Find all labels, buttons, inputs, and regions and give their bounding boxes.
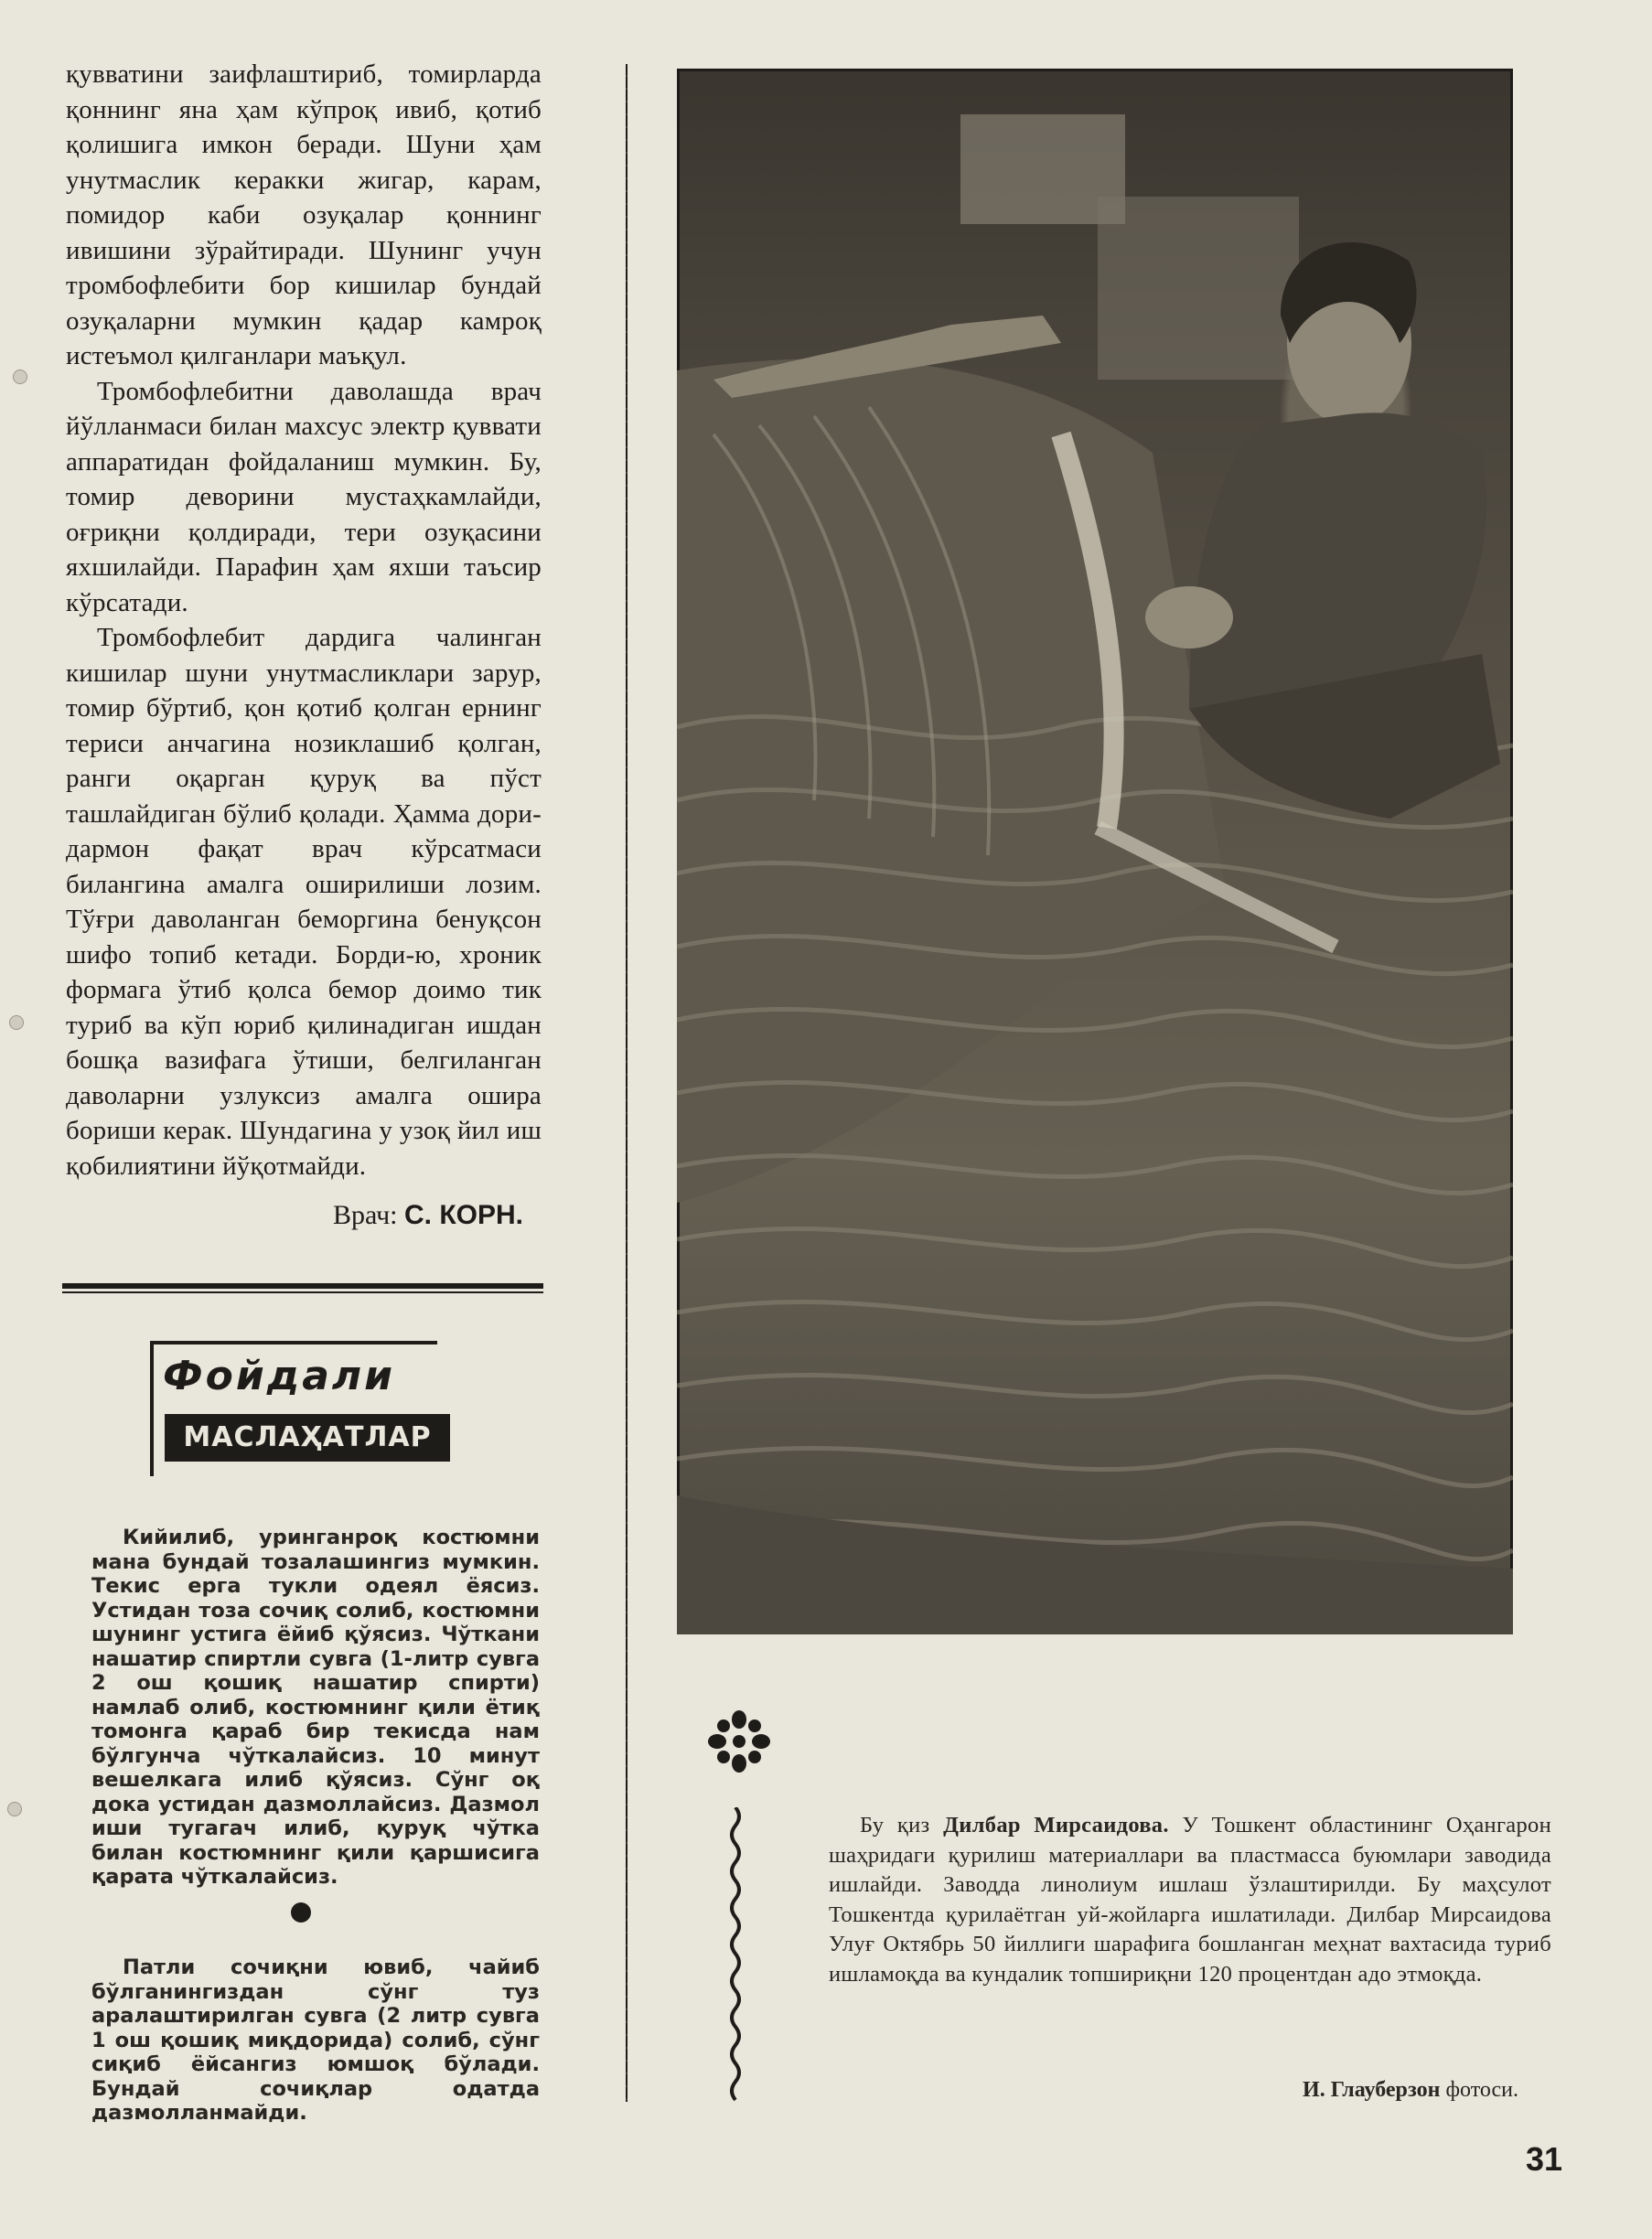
- tip-block: [91, 1955, 540, 2126]
- article-paragraph: Тромбофлебит дардига чалинган кишилар шуни унутмасликлари зарур, томир бўртиб, қон қотиб қолган ернинг териси анчагина нозиклашиб қолган, ранги оқарган қуруқ ва пўст ташлайдиган бўлиб қолади. Ҳамма дори-дармон фақат врач кўрсатмаси билангина амалга оширилиши лозим. Тўғри даволанган беморгина бенуқсон шифо топиб кетади. Борди-ю, хроник формага ўтиб қолса бемор доимо тик туриб ва кўп юриб қилинадиган ишдан бошқа вазифага ўтиши, белгиланган даволарни узлуксиз амалга ошира бориши керак. Шундагина у узоқ йил иш қобилиятини йўқотмайди.: [66, 623, 542, 1181]
- credit-name: И. Глауберзон: [1303, 2078, 1441, 2102]
- tip-text: Кийилиб, уринганроқ костюмни мана бундай тозалашингиз мумкин. Текис ерга тукли одеял ёясиз. Устидан тоза сочиқ солиб, костюмни шунинг устига ёйиб қўясиз. Чўткани нашатир спиртли сувга (1-литр сувга 2 ош қошиқ нашатир спирти) намлаб олиб, костюмнинг қили ётиқ томонга қараб бир текисда нам бўлгунча чўткалайсиз. 10 минут вешелкага илиб қўясиз. Сўнг оқ дока устидан дазмоллайсиз. Дазмол иши тугагач илиб, қуруқ чўтка билан костюмнинг қили қаршисига қарата чўткалайсиз.: [91, 1526, 540, 1889]
- author-signature: [66, 1200, 542, 1231]
- section-divider-thin: [62, 1291, 543, 1293]
- tip-block: [91, 1526, 540, 1890]
- punch-hole-mark: [9, 1015, 24, 1030]
- article-paragraph: Тромбофлебитни даволашда врач йўлланмаси билан махсус электр қуввати аппаратидан фойдаланиш мумкин. Бу, томир деворини мустаҳкамлайди, оғриқни қолдиради, тери озуқасини яхшилайди. Парафин ҳам яхши таъсир кўрсатади.: [66, 376, 542, 617]
- punch-hole-mark: [7, 1802, 22, 1816]
- tips-heading: [150, 1341, 452, 1476]
- bullet-separator-icon: [291, 1902, 311, 1923]
- page-number: 31: [1525, 2140, 1562, 2178]
- tips-heading-line2: МАСЛАҲАТЛАР: [165, 1414, 450, 1462]
- credit-suffix: фотоси.: [1445, 2078, 1518, 2102]
- signature-prefix: Врач:: [332, 1200, 398, 1230]
- caption-text: У Тошкент областининг Оҳангарон шаҳридаги қурилиш материаллари ва пластмасса буюмлари заводида ишлайди. Заводда линолиум ишлаш ўзлаштирилди. Бу маҳсулот Тошкентда қурилаётган уй-жойларга ишлатилади. Дилбар Мирсаидова Улуғ Октябрь 50 йиллиги шарафига бошланган меҳнат вахтасида туриб ишламоқда ва кундалик топшириқни 120 процентдан адо этмоқда.: [829, 1813, 1551, 1987]
- wavy-divider: [728, 1807, 743, 2109]
- punch-hole-mark: [13, 370, 27, 384]
- caption-intro: Бу қиз: [860, 1813, 930, 1837]
- caption-name: Дилбар Мирсаидова.: [943, 1813, 1169, 1837]
- photo-caption: [829, 1811, 1551, 1989]
- signature-name: С. КОРН.: [404, 1200, 523, 1230]
- photo-illustration: [677, 69, 1513, 1634]
- column-divider: [626, 64, 628, 2102]
- section-divider: [62, 1283, 543, 1289]
- photo-woman-with-linoleum: [677, 69, 1513, 1634]
- caption-paragraph: [829, 1811, 1551, 1989]
- tip-text: Патли сочиқни ювиб, чайиб бўлганингиздан сўнг туз аралаштирилган сувга (2 литр сувга 1 ош қошиқ миқдорида) солиб, сўнг сиқиб ёйсангиз юмшоқ бўлади. Бундай сочиқлар одатда дазмолланмайди.: [91, 1955, 540, 2125]
- article-paragraph: қувватини заифлаштириб, томирларда қоннинг яна ҳам кўпроқ ивиб, қотиб қолишига имкон беради. Шуни ҳам унутмаслик керакки жигар, карам, помидор каби озуқалар қоннинг ивишини зўрайтиради. Шунинг учун тромбофлебити бор кишилар бундай озуқаларни мумкин қадар камроқ истеъмол қилганлари маъқул.: [66, 59, 542, 370]
- photo-credit: [1244, 2078, 1518, 2103]
- tips-heading-line1: Фойдали: [150, 1341, 437, 1409]
- article-column: [66, 57, 542, 1231]
- flower-ornament-icon: [706, 1709, 772, 1774]
